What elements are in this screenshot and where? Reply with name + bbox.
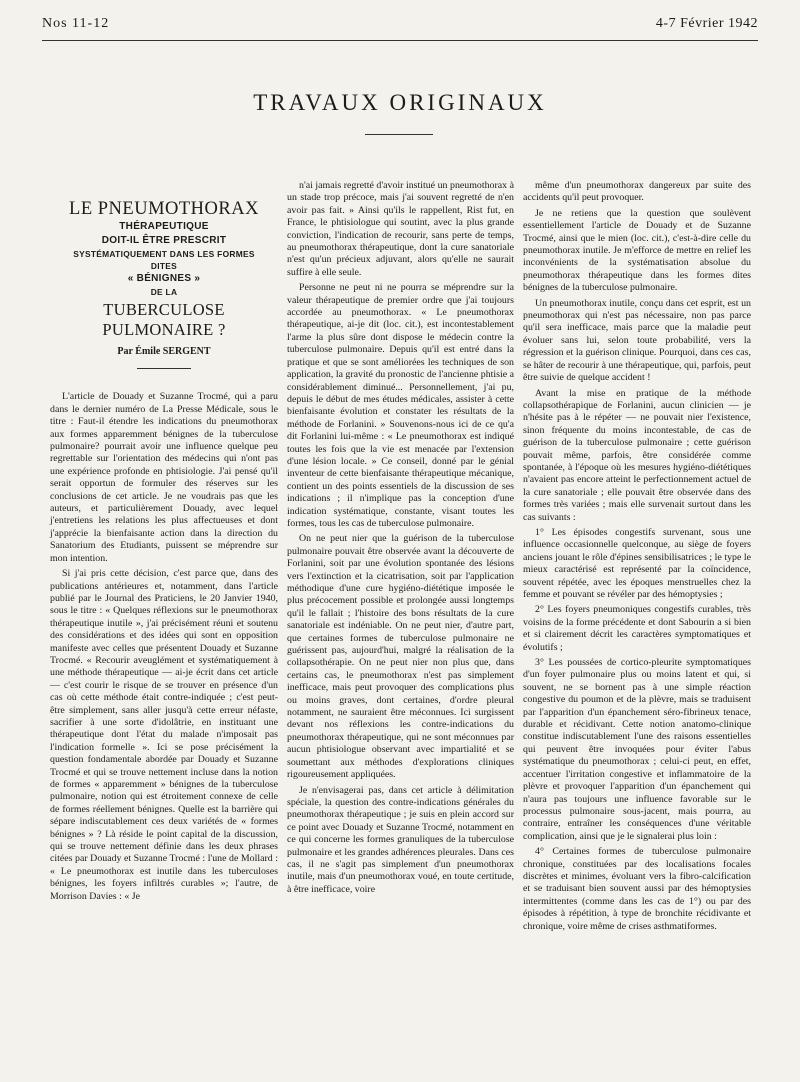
article-author: Par Émile SERGENT bbox=[117, 346, 211, 357]
col3-paragraph-7: 3° Les poussées de cortico-pleurite symptomatiques d'un foyer pulmonaire plus ou moins latent et qui, si souvent, ne se bornent pas à une simple réaction congestive du poumon et de la plèvre, mais se traduisent par l'apparition d'un épanchement séro-fibrineux tenace, durable et récidivant. Cette notion anatomo-clinique constitue indiscutablement l'une des raisons essentielles qui peuvent être invoquées pour éviter l'abus systématique du pneumothorax ; celui-ci peut, en effet, accentuer l'irritation congestive et inflammatoire de la plèvre et provoquer l'apparition d'un épanchement qui n'aura pas toujours une influence favorable sur le processus pulmonaire sous-jacent, mais pourra, au contraire, entraîner les conséquences d'une véritable complication, ainsi que je le signalerai plus loin : bbox=[523, 657, 751, 842]
article-title-line-6: « BÉNIGNES » bbox=[127, 273, 201, 284]
column-1 bbox=[50, 180, 278, 906]
article-title-line-5: DITES bbox=[150, 261, 178, 271]
article-title-line-1: LE PNEUMOTHORAX bbox=[69, 199, 259, 219]
col1-paragraph-1: L'article de Douady et Suzanne Trocmé, qui a paru dans le dernier numéro de La Presse Médicale, sous le titre : Faut-il étendre les indications du pneumothorax aux formes apparemment bénignes de la tuberculose pulmonaire? pourrait avoir une influence quelque peu regrettable sur l'orientation des médecins qui n'ont pas une expérience profonde en phtisiologie. J'ai pensé qu'il serait opportun de formuler des réserves sur les conclusions de cet article. Je ne voudrais pas que les auteurs, et particulièrement Douady, avec lequel j'entretiens les relations les plus affectueuses et dont j'apprécie la bienfaisante action dans la direction du Sanatorium des Etudiants, puissent se méprendre sur mon intention. bbox=[50, 391, 278, 564]
col3-paragraph-4: Avant la mise en pratique de la méthode collapsothérapique de Forlanini, aucun clinicien — je n'hésite pas à le répéter — ne pouvait nier l'existence, sinon fréquente du moins incontestable, de cas de guérison de la tuberculose pulmonaire ; cette guérison pouvait même, parfois, être considérée comme spontanée, à l'époque où les mesures hygiéno-diététiques n'avaient pas encore atteint le perfectionnement actuel de la cure sanatoriale ; elle pouvait être observée dans des formes très variées ; mais elle survenait surtout dans les cas suivants : bbox=[523, 387, 751, 523]
article-title-block bbox=[50, 198, 278, 369]
section-title: TRAVAUX ORIGINAUX bbox=[253, 90, 547, 115]
column-3 bbox=[523, 180, 751, 936]
column-2 bbox=[287, 180, 514, 899]
col3-paragraph-2: Je ne retiens que la question que soulèvent essentiellement l'article de Douady et de Suzanne Trocmé, ainsi que le mien (loc. cit.), c'est-à-dire celle du pneumothorax inutile. Je m'efforce de mettre en relief les inconvénients de la systématisation absolue du pneumothorax thérapeutique dans les formes dites bénignes de la tuberculose pulmonaire. bbox=[523, 207, 751, 294]
article-title-line-3: DOIT-IL ÊTRE PRESCRIT bbox=[101, 235, 227, 246]
issue-number: Nos 11-12 bbox=[42, 16, 110, 31]
col3-paragraph-3: Un pneumothorax inutile, conçu dans cet esprit, est un pneumothorax qui n'est pas nécessaire, non pas parce qu'il sera inefficace, mais parce que la maladie peut évoluer sans lui, selon toute probabilité, vers la régression et la guérison clinique. Pourquoi, dans ces cas, se hâter de recourir à une thérapeutique, qui, parfois, peut être suivie de quelque accident ! bbox=[523, 297, 751, 384]
col2-paragraph-1: n'ai jamais regretté d'avoir institué un pneumothorax à un stade trop précoce, mais j'ai souvent regretté de n'en avoir pas fait. » Ainsi qu'ils le rappellent, Rist fut, en France, le phtisiologue qui soutint, avec la plus grande conviction, l'indication de recourir, sans perte de temps, au pneumothorax thérapeutique, dont la cure sanatoriale n'est qu'un précieux adjuvant, alors qu'elle ne saurait suffire à elle seule. bbox=[287, 180, 514, 278]
col1-paragraph-2: Si j'ai pris cette décision, c'est parce que, dans des publications antérieures et, notamment, dans l'article publié par le Journal des Praticiens, le 20 Janvier 1940, sous le titre : « Quelques réflexions sur le pneumothorax thérapeutique inutile », j'ai précisément réuni et soutenu des considérations et des idées qui sont en opposition manifeste avec celles que présentent Douady et Suzanne Trocmé. « Recourir aveuglément et systématiquement à une méthode thérapeutique — ai-je écrit dans cet article — c'est courir le risque de se trouver en présence d'un cas où cette méthode était contre-indiquée ; c'est peut-être simplement, sans aller jusqu'à cette erreur néfaste, sacrifier à une sorte d'idolâtrie, en instituant une thérapeutique dont l'état du malade n'imposait pas l'indication formelle ». Ici se pose précisément la question fondamentale abordée par Douady et Suzanne Trocmé et qui se trouve nettement incluse dans la notion de formes « apparemment » bénignes de la tuberculose pulmonaire, notion qui est étroitement connexe de celle de formes réellement bénignes. Quelle est la barrière qui sépare indiscutablement ces deux variétés de « formes bénignes » ? Là réside le point capital de la discussion, qui se trouve nettement définie dans les deux phrases citées par Douady et Suzanne Trocmé : l'une de Mollard : « Le pneumothorax est inutile dans les tuberculoses bénignes, les foyers infiltrés curables »; l'autre, de Morrison Davies : « Je bbox=[50, 568, 278, 902]
col3-paragraph-8: 4° Certaines formes de tuberculose pulmonaire chronique, constituées par des localisations focales discrètes et minimes, évoluant vers la fibro-calcification et se traduisant bien souvent aussi par des hémoptysies intermittentes (comme dans les cas de 1°) ou par des épisodes à répétition, à type de bronchite récidivante et chronique, voire même de crises asthmatiformes. bbox=[523, 846, 751, 932]
col2-paragraph-3: On ne peut nier que la guérison de la tuberculose pulmonaire pouvait être observée avant la découverte de Forlanini, soit par une évolution spontanée des lésions vers l'extinction et la cicatrisation, soit par l'application méthodique d'une cure hygiéno-diététique imposée le plus précocement possible et prolongée aussi longtemps qu'il le fallait ; l'histoire des bons résultats de la cure sanatoriale est indéniable. On ne peut nier, d'autre part, que certaines formes de tuberculose pulmonaire ne guérissent pas, aujourd'hui, malgré la réalisation de la collapsothérapie. On ne peut nier non plus que, dans certains cas, le pneumothorax n'est pas simplement inefficace, mais peut provoquer des complications plus ou moins graves, dont certaines, d'ordre pleural notamment, ne sauraient être méconnues. Ici surgissent devant nos réflexions les contre-indications du pneumothorax thérapeutique, qui ne sont méconnues par aucun phtisiologue observant avec impartialité et se soumettant aux méthodes d'explorations cliniques rigoureusement appliquées. bbox=[287, 533, 514, 781]
col3-paragraph-1: même d'un pneumothorax dangereux par suite des accidents qu'il peut provoquer. bbox=[523, 180, 751, 204]
col3-paragraph-5: 1° Les épisodes congestifs survenant, sous une influence occasionnelle quelconque, au siège de foyers anciens jouant le rôle d'épines sensibilisatrices ; le type le mieux caractérisé est représenté par la coïncidence, souvent répétée, avec les époques menstruelles chez la femme et pouvant se révéler par des hémoptysies ; bbox=[523, 526, 751, 600]
issue-date: 4-7 Février 1942 bbox=[655, 16, 758, 31]
article-title-line-2: THÉRAPEUTIQUE bbox=[119, 221, 209, 232]
article-title-line-7: DE LA bbox=[150, 287, 178, 297]
article-title-line-8: TUBERCULOSE PULMONAIRE ? bbox=[102, 300, 226, 339]
col2-paragraph-4: Je n'envisagerai pas, dans cet article à délimitation spéciale, la question des contre-indications générales du pneumothorax thérapeutique ; je suis en plein accord sur ce point avec Douady et Suzanne Trocmé, notamment en ce qui concerne les formes granuliques de la tuberculose pulmonaire et les grandes adhérences pleurales. Dans ces cas, il ne s'agit pas simplement d'un pneumothorax inutile, mais d'un pneumothorax voué, en toute certitude, à être inefficace, voire bbox=[287, 784, 514, 895]
col2-paragraph-2: Personne ne peut ni ne pourra se méprendre sur la valeur thérapeutique de premier ordre que j'ai toujours accordée au pneumothorax. « Le pneumothorax thérapeutique, ai-je dit (loc. cit.), est incontestablement l'arme la plus sûre dont dispose le médecin contre la tuberculose pulmonaire. Depuis qu'il est entré dans la pratique et que se sont améliorées les techniques de son application, la gravité du pronostic de l'ancienne phtisie a considérablement diminué... Personnellement, j'ai pu, depuis le début de mes études médicales, assister à cette bienfaisante évolution et constater les résultats de la méthode de Forlanini. » Souvenons-nous ici de ce qu'a dit Forlanini lui-même : « Le pneumothorax est indiqué toutes les fois que la vie est menacée par l'extension d'une lésion locale. » Ce conseil, donné par le génial inventeur de cette bienfaisante thérapeutique mécanique, contient un des points essentiels de la discussion de ses indications ; il n'implique pas la conception d'une indication systématique, constante, visant toutes les formes, tous les cas de tuberculose pulmonaire. bbox=[287, 282, 514, 529]
article-title-line-4: SYSTÉMATIQUEMENT DANS LES FORMES bbox=[73, 249, 255, 259]
header-rule bbox=[42, 40, 758, 41]
page-header bbox=[42, 16, 758, 38]
title-rule bbox=[137, 368, 191, 369]
section-rule bbox=[365, 134, 433, 135]
col3-paragraph-6: 2° Les foyers pneumoniques congestifs curables, très voisins de la forme précédente et dont Sabourin a si bien et si clairement décrit les caractères symptomatiques et évolutifs ; bbox=[523, 604, 751, 653]
